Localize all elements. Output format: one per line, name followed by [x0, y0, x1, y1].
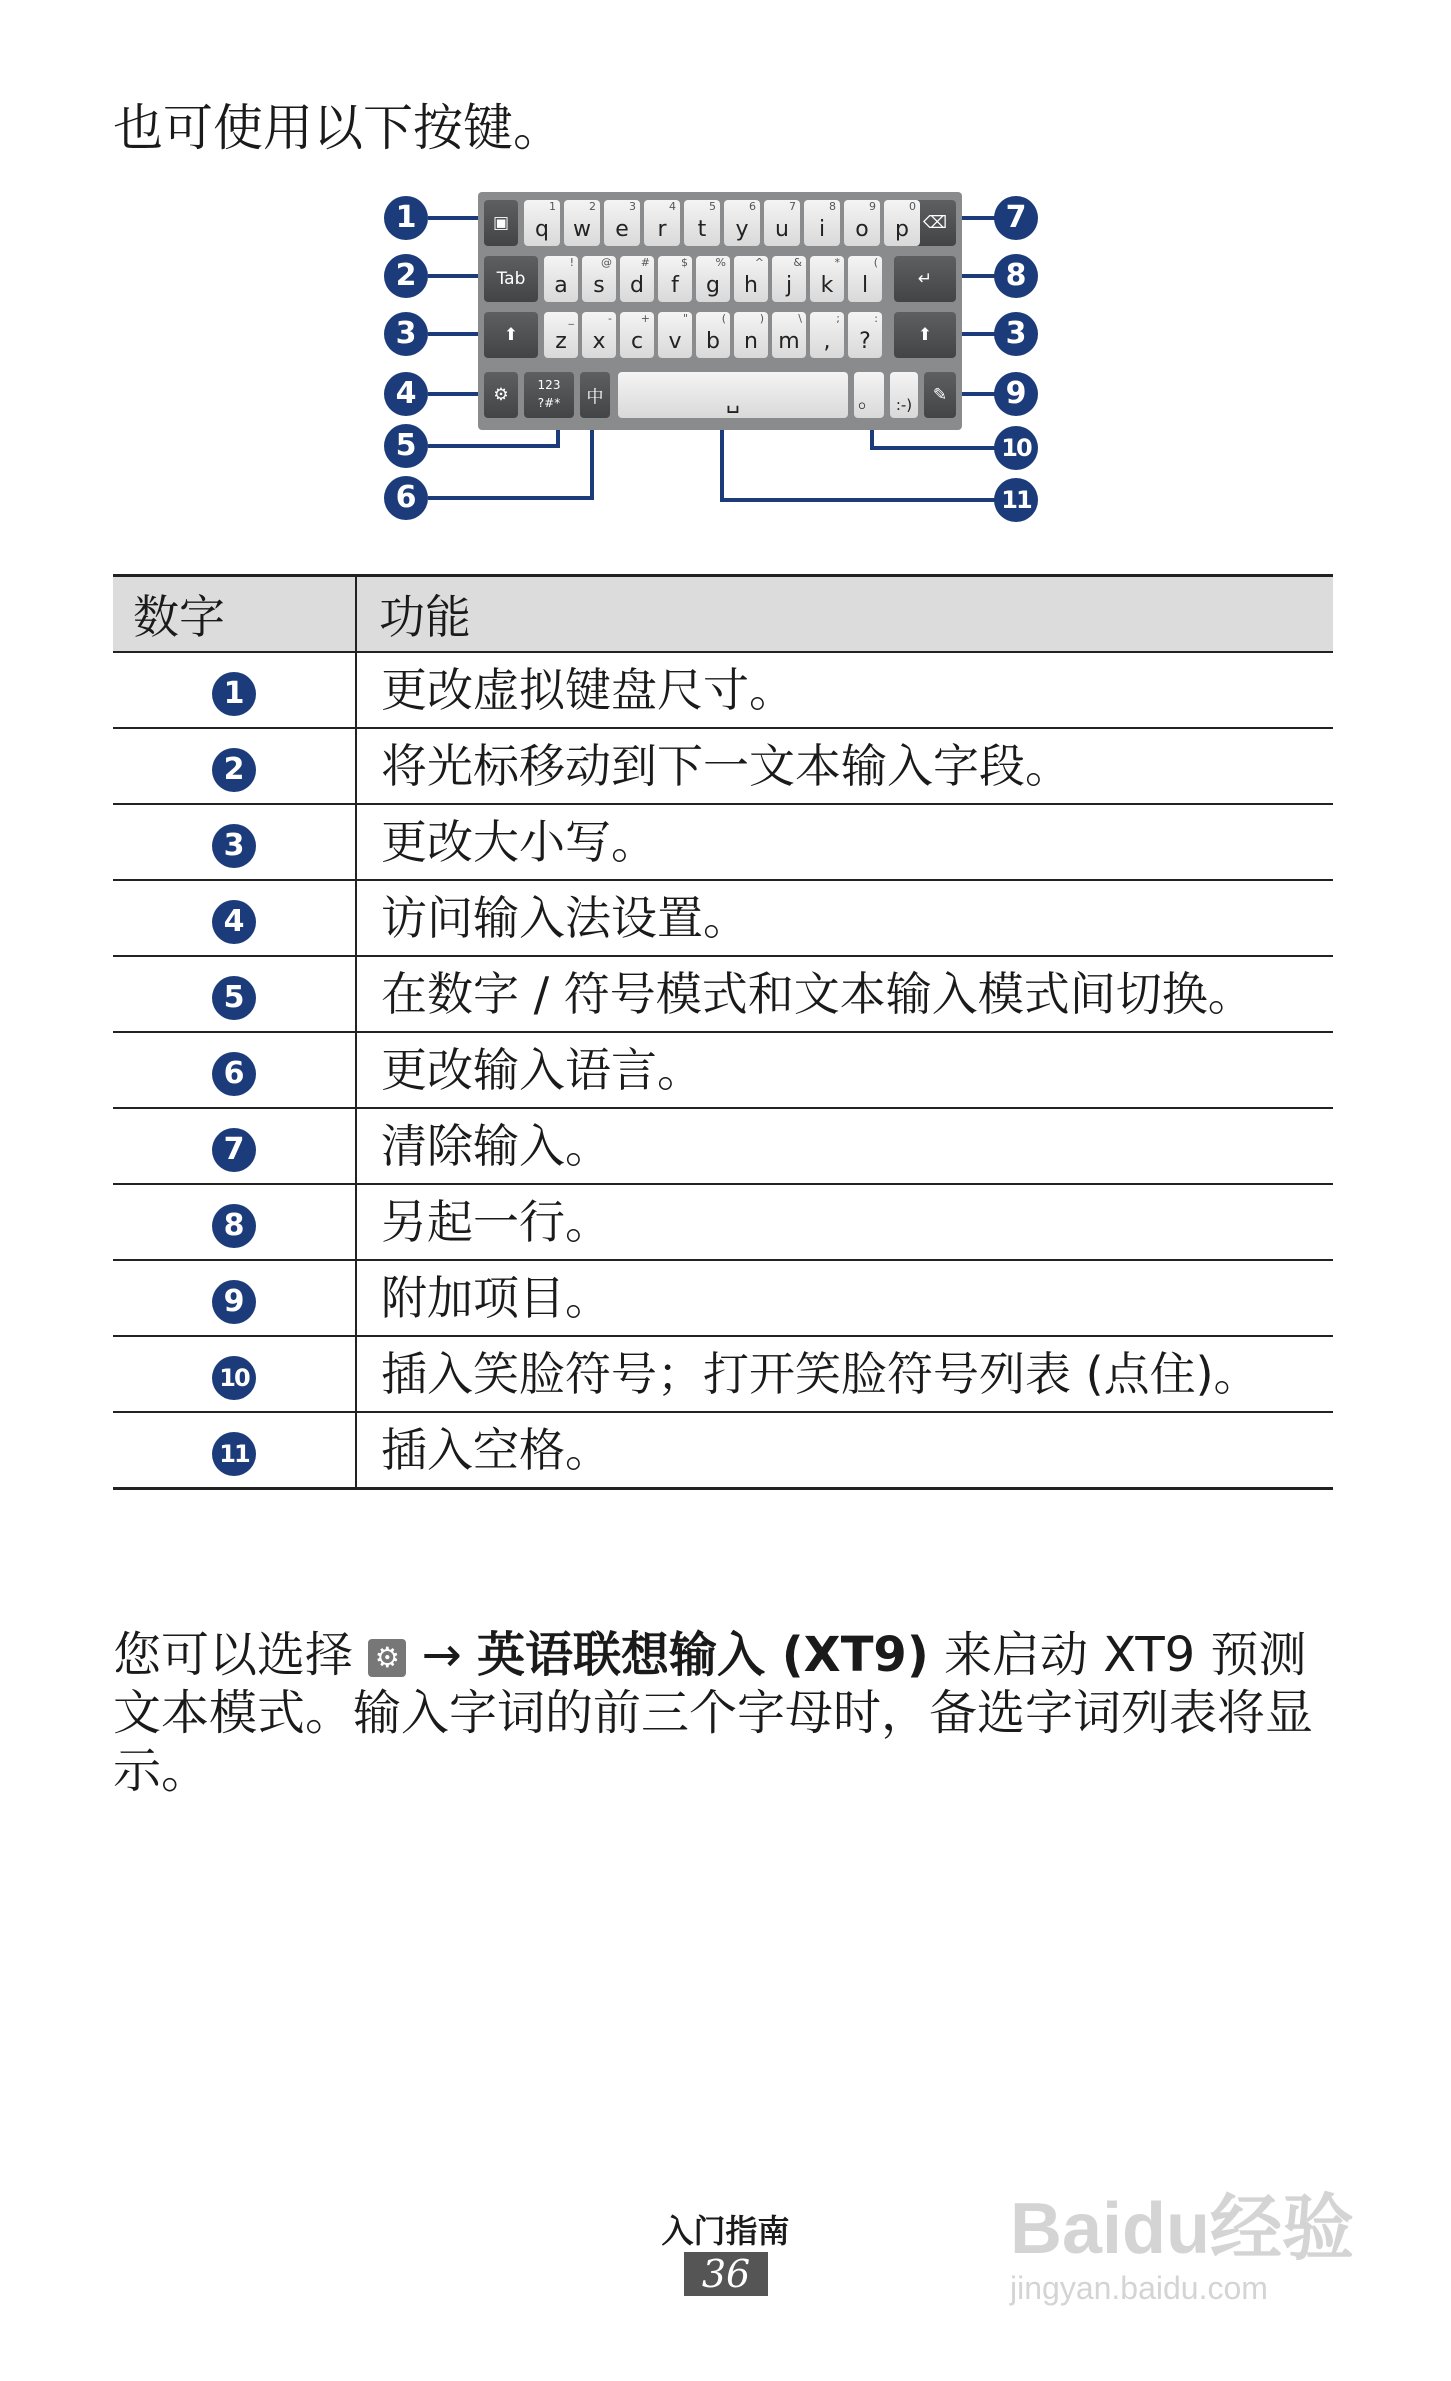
shift-right-key[interactable]	[894, 312, 956, 358]
page-number: 36	[684, 2252, 768, 2296]
header-function: 功能	[356, 576, 1333, 653]
number-badge: 8	[212, 1204, 256, 1248]
table-row	[113, 956, 1333, 1032]
table-row	[113, 728, 1333, 804]
letter-key[interactable]: % g	[696, 256, 730, 302]
number-badge: 3	[212, 824, 256, 868]
shift-left-key[interactable]	[484, 312, 538, 358]
row-function-cell: 插入笑脸符号；打开笑脸符号列表 (点住)。	[356, 1336, 1333, 1412]
letter-key[interactable]: ^ h	[734, 256, 768, 302]
tab-key[interactable]: Tab	[484, 256, 538, 302]
language-key[interactable]: 中	[580, 372, 610, 418]
keyboard-figure	[0, 0, 1451, 560]
backspace-icon: ⌫	[922, 213, 948, 233]
row-function-cell: 更改大小写。	[356, 804, 1333, 880]
row-function-cell: 附加项目。	[356, 1260, 1333, 1336]
table-row	[113, 1336, 1333, 1412]
row-number-cell	[113, 1032, 356, 1108]
table-row	[113, 1108, 1333, 1184]
number-badge: 2	[212, 748, 256, 792]
number-badge: 11	[212, 1432, 256, 1476]
letter-key[interactable]: 3 e	[604, 200, 640, 246]
row-number-cell	[113, 728, 356, 804]
letter-key[interactable]: 7 u	[764, 200, 800, 246]
callout-6: 6	[384, 476, 428, 520]
row-number-cell	[113, 1336, 356, 1412]
number-badge: 6	[212, 1052, 256, 1096]
enter-key[interactable]	[894, 256, 956, 302]
resize-icon: ▣	[492, 213, 510, 233]
letter-key[interactable]: ) n	[734, 312, 768, 358]
paperclip-icon: ✎	[932, 385, 948, 405]
letter-key[interactable]: 4 r	[644, 200, 680, 246]
letter-key[interactable]: * k	[810, 256, 844, 302]
callout-8: 8	[994, 254, 1038, 298]
table-row	[113, 1184, 1333, 1260]
callout-2: 2	[384, 254, 428, 298]
callout-5: 5	[384, 424, 428, 468]
space-icon: ␣	[726, 389, 740, 414]
keyboard	[478, 192, 962, 430]
baidu-watermark: Baidu经验 jingyan.baidu.com	[1010, 2189, 1355, 2306]
row-number-cell	[113, 804, 356, 880]
table-row	[113, 652, 1333, 728]
number-badge: 9	[212, 1280, 256, 1324]
callout-7: 7	[994, 196, 1038, 240]
letter-key[interactable]: ; ,	[810, 312, 844, 358]
row-function-cell: 清除输入。	[356, 1108, 1333, 1184]
callout-1: 1	[384, 196, 428, 240]
key-function-table	[113, 574, 1333, 1490]
row-function-cell: 插入空格。	[356, 1412, 1333, 1489]
resize-keyboard-key[interactable]	[484, 200, 518, 246]
number-badge: 5	[212, 976, 256, 1020]
table-row	[113, 1412, 1333, 1489]
row-number-cell	[113, 880, 356, 956]
letter-key[interactable]: 1 q	[524, 200, 560, 246]
table-row	[113, 804, 1333, 880]
shift-icon: ⬆	[917, 325, 933, 345]
letter-key[interactable]: 2 w	[564, 200, 600, 246]
intro-text: 也可使用以下按键。	[113, 99, 563, 157]
number-badge: 10	[212, 1356, 256, 1400]
table-header-row	[113, 576, 1333, 653]
xt9-paragraph: 您可以选择 ⚙ → 英语联想输入 (XT9) 来启动 XT9 预测文本模式。输入字词的前三个字母时，备选字词列表将显示。	[113, 1627, 1314, 1799]
letter-key[interactable]: @ s	[582, 256, 616, 302]
shift-icon: ⬆	[503, 325, 519, 345]
space-key[interactable]	[618, 372, 848, 418]
gear-icon: ⚙	[493, 385, 509, 405]
letter-key[interactable]: : ?	[848, 312, 882, 358]
letter-key[interactable]: ( b	[696, 312, 730, 358]
header-number: 数字	[113, 576, 356, 653]
settings-key[interactable]	[484, 372, 518, 418]
row-function-cell: 将光标移动到下一文本输入字段。	[356, 728, 1333, 804]
number-badge: 1	[212, 672, 256, 716]
row-number-cell	[113, 1412, 356, 1489]
row-number-cell	[113, 956, 356, 1032]
number-badge: 4	[212, 900, 256, 944]
gear-icon: ⚙	[368, 1639, 406, 1677]
table-row	[113, 1032, 1333, 1108]
letter-key[interactable]: $ f	[658, 256, 692, 302]
letter-key[interactable]: 8 i	[804, 200, 840, 246]
letter-key[interactable]: 9 o	[844, 200, 880, 246]
letter-key[interactable]: # d	[620, 256, 654, 302]
row-number-cell	[113, 1184, 356, 1260]
letter-key[interactable]: 5 t	[684, 200, 720, 246]
letter-key[interactable]: ( l	[848, 256, 882, 302]
letter-key[interactable]: + c	[620, 312, 654, 358]
row-number-cell	[113, 652, 356, 728]
number-badge: 7	[212, 1128, 256, 1172]
letter-key[interactable]: _ z	[544, 312, 578, 358]
letter-key[interactable]: - x	[582, 312, 616, 358]
emoticon-key[interactable]: :-)	[890, 372, 918, 418]
attach-key[interactable]	[924, 372, 956, 418]
row-number-cell	[113, 1108, 356, 1184]
enter-icon: ↵	[917, 269, 933, 289]
row-number-cell	[113, 1260, 356, 1336]
xt9-option-label: 英语联想输入 (XT9)	[477, 1627, 929, 1683]
callout-10: 10	[994, 426, 1038, 470]
numsym-key[interactable]: 123 ?#*	[524, 372, 574, 418]
table-row	[113, 1260, 1333, 1336]
letter-key[interactable]: " v	[658, 312, 692, 358]
callout-11: 11	[994, 478, 1038, 522]
row-function-cell: 另起一行。	[356, 1184, 1333, 1260]
letter-key[interactable]: ! a	[544, 256, 578, 302]
letter-key[interactable]: 6 y	[724, 200, 760, 246]
section-title: 入门指南	[661, 2212, 790, 2250]
period-key[interactable]: 。	[854, 372, 884, 418]
table-row	[113, 880, 1333, 956]
delete-key[interactable]	[914, 200, 956, 246]
callout-9: 9	[994, 372, 1038, 416]
callout-3-right: 3	[994, 312, 1038, 356]
callout-3-left: 3	[384, 312, 428, 356]
row-function-cell: 更改虚拟键盘尺寸。	[356, 652, 1333, 728]
callout-4: 4	[384, 372, 428, 416]
row-function-cell: 在数字 / 符号模式和文本输入模式间切换。	[356, 956, 1333, 1032]
letter-key[interactable]: \ m	[772, 312, 806, 358]
row-function-cell: 访问输入法设置。	[356, 880, 1333, 956]
letter-key[interactable]: 0 p	[884, 200, 920, 246]
row-function-cell: 更改输入语言。	[356, 1032, 1333, 1108]
letter-key[interactable]: & j	[772, 256, 806, 302]
